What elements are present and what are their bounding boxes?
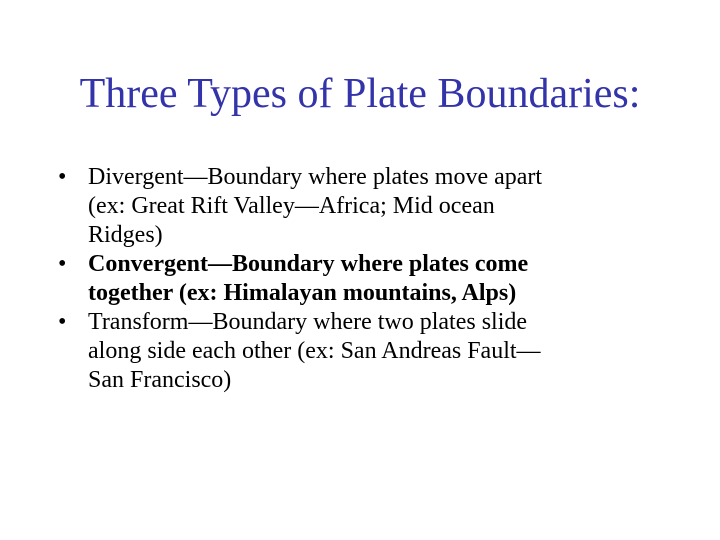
bullet-text-line: together (ex: Himalayan mountains, Alps) — [88, 280, 517, 306]
bullet-text-line: San Francisco) — [88, 367, 232, 393]
bullet-text-line: Ridges) — [88, 222, 163, 248]
bullet-text-line: (ex: Great Rift Valley—Africa; Mid ocean — [88, 193, 495, 219]
bullet-icon: • — [58, 164, 67, 190]
bullet-list — [58, 163, 658, 395]
bullet-item-transform — [58, 308, 658, 395]
bullet-item-convergent — [58, 250, 658, 308]
bullet-text-line: Transform—Boundary where two plates slide — [88, 309, 528, 335]
slide-title: Three Types of Plate Boundaries: — [79, 71, 641, 117]
bullet-text-line: Divergent—Boundary where plates move apart — [88, 164, 543, 190]
bullet-icon: • — [58, 251, 67, 277]
bullet-item-divergent — [58, 163, 658, 250]
bullet-icon: • — [58, 309, 67, 335]
bullet-text-line: Convergent—Boundary where plates come — [88, 251, 529, 277]
bullet-text-line: along side each other (ex: San Andreas Fault— — [88, 338, 541, 364]
